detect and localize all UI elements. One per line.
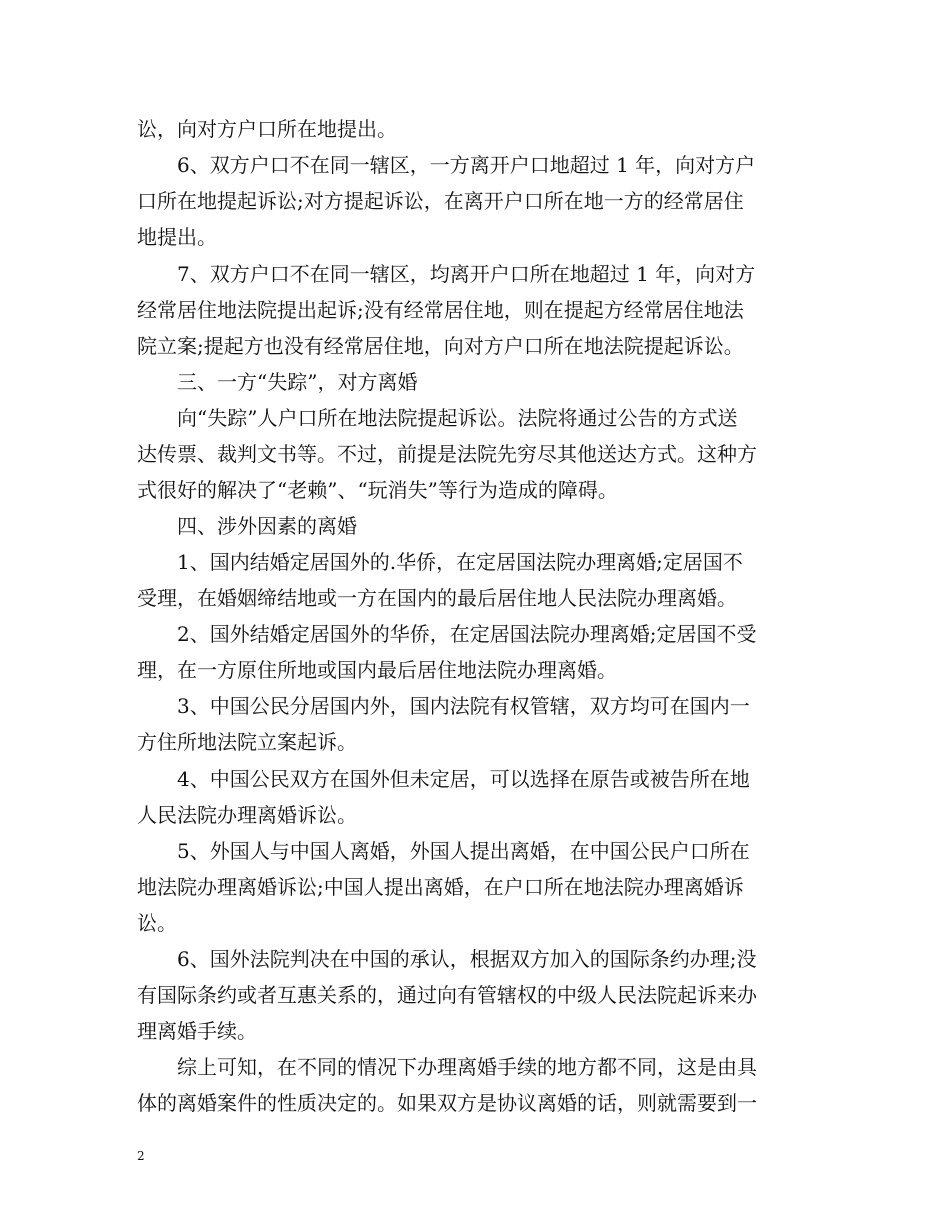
text-line: 1、国内结婚定居国外的.华侨，在定居国法院办理离婚;定居国不	[177, 550, 743, 574]
text-line: 3、中国公民分居国内外，国内法院有权管辖，双方均可在国内一	[177, 694, 750, 718]
text-line: 受理，在婚姻缔结地或一方在国内的最后居住地人民法院办理离婚。	[137, 586, 737, 610]
text-line: 地提出。	[137, 225, 217, 249]
section-heading: 四、涉外因素的离婚	[177, 514, 357, 538]
text-line: 5、外国人与中国人离婚，外国人提出离婚，在中国公民户口所在	[177, 839, 750, 863]
text-line: 人民法院办理离婚诉讼。	[137, 803, 357, 827]
text-line: 6、双方户口不在同一辖区，一方离开户口地超过 1 年，向对方户	[177, 153, 756, 177]
text-line: 达传票、裁判文书等。不过，前提是法院先穷尽其他送达方式。这种方	[137, 442, 757, 466]
text-line: 式很好的解决了“老赖”、“玩消失”等行为造成的障碍。	[137, 478, 618, 502]
text-line: 6、国外法院判决在中国的承认，根据双方加入的国际条约办理;没	[177, 947, 757, 971]
section-heading: 三、一方“失踪”，对方离婚	[177, 370, 418, 394]
text-line: 方住所地法院立案起诉。	[137, 730, 357, 754]
text-line: 向“失踪”人户口所在地法院提起诉讼。法院将通过公告的方式送	[177, 406, 738, 430]
text-line: 地法院办理离婚诉讼;中国人提出离婚，在户口所在地法院办理离婚诉	[137, 875, 744, 899]
text-line: 体的离婚案件的性质决定的。如果双方是协议离婚的话，则就需要到一	[137, 1091, 757, 1115]
text-line: 理离婚手续。	[137, 1019, 257, 1043]
text-line: 2、国外结婚定居国外的华侨，在定居国法院办理离婚;定居国不受	[177, 622, 757, 646]
text-line: 4、中国公民双方在国外但未定居，可以选择在原告或被告所在地	[177, 767, 750, 791]
text-line: 综上可知，在不同的情况下办理离婚手续的地方都不同，这是由具	[177, 1055, 757, 1079]
text-line: 院立案;提起方也没有经常居住地，向对方户口所在地法院提起诉讼。	[137, 334, 744, 358]
text-line: 7、双方户口不在同一辖区，均离开户口所在地超过 1 年，向对方	[177, 262, 756, 286]
text-line: 口所在地提起诉讼;对方提起诉讼，在离开户口所在地一方的经常居住	[137, 189, 744, 213]
page-number: 2	[137, 1149, 145, 1163]
text-line: 有国际条约或者互惠关系的，通过向有管辖权的中级人民法院起诉来办	[137, 983, 757, 1007]
text-line: 讼，向对方户口所在地提出。	[137, 117, 397, 141]
text-line: 理，在一方原住所地或国内最后居住地法院办理离婚。	[137, 658, 617, 682]
text-line: 讼。	[137, 911, 177, 935]
text-line: 经常居住地法院提出起诉;没有经常居住地，则在提起方经常居住地法	[137, 298, 744, 322]
